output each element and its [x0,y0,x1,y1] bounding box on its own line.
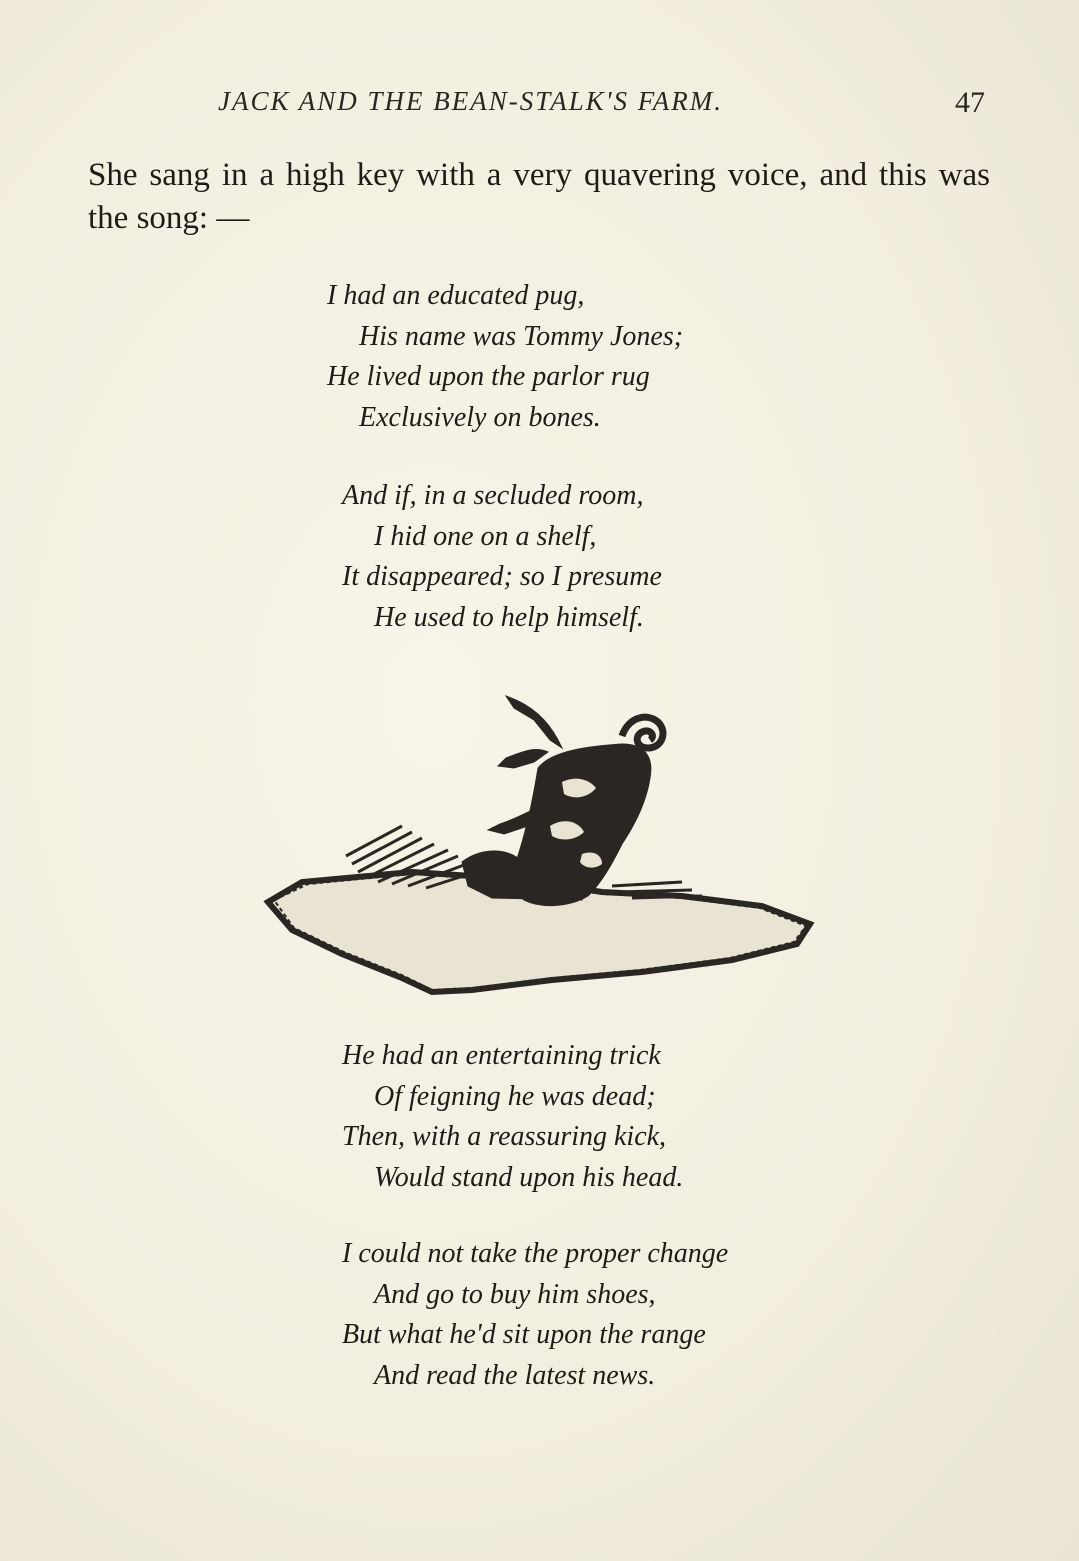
poem-line: I hid one on a shelf, [374,520,597,552]
poem-line: And read the latest news. [374,1359,656,1391]
running-head: JACK AND THE BEAN-STALK'S FARM. [218,86,724,116]
poem-stanza-2 [342,476,662,638]
poem-line: Then, with a reassuring kick, [342,1121,667,1152]
poem-line: It disappeared; so I presume [342,561,662,592]
poem-line: And if, in a secluded room, [342,480,644,511]
poem-line: Of feigning he was dead; [374,1080,656,1112]
intro-paragraph: She sang in a high key with a very quavering voice, and this was the song: — [88,157,990,236]
poem-line: I had an educated pug, [327,280,585,311]
poem-line: His name was Tommy Jones; [359,320,684,352]
poem-line: He lived upon the parlor rug [327,361,650,392]
poem-stanza-1 [327,276,683,438]
poem-line: But what he'd sit upon the range [342,1319,706,1350]
poem-line: And go to buy him shoes, [374,1278,656,1310]
pug-standing-on-head-on-rug-illustration [262,686,822,1002]
poem-line: Would stand upon his head. [374,1161,684,1193]
poem-line: He used to help himself. [374,601,644,633]
poem-stanza-4 [342,1234,728,1396]
poem-line: Exclusively on bones. [359,401,601,433]
poem-line: He had an entertaining trick [342,1040,661,1071]
poem-stanza-3 [342,1036,683,1198]
page-number: 47 [955,86,985,119]
poem-line: I could not take the proper change [342,1238,729,1269]
